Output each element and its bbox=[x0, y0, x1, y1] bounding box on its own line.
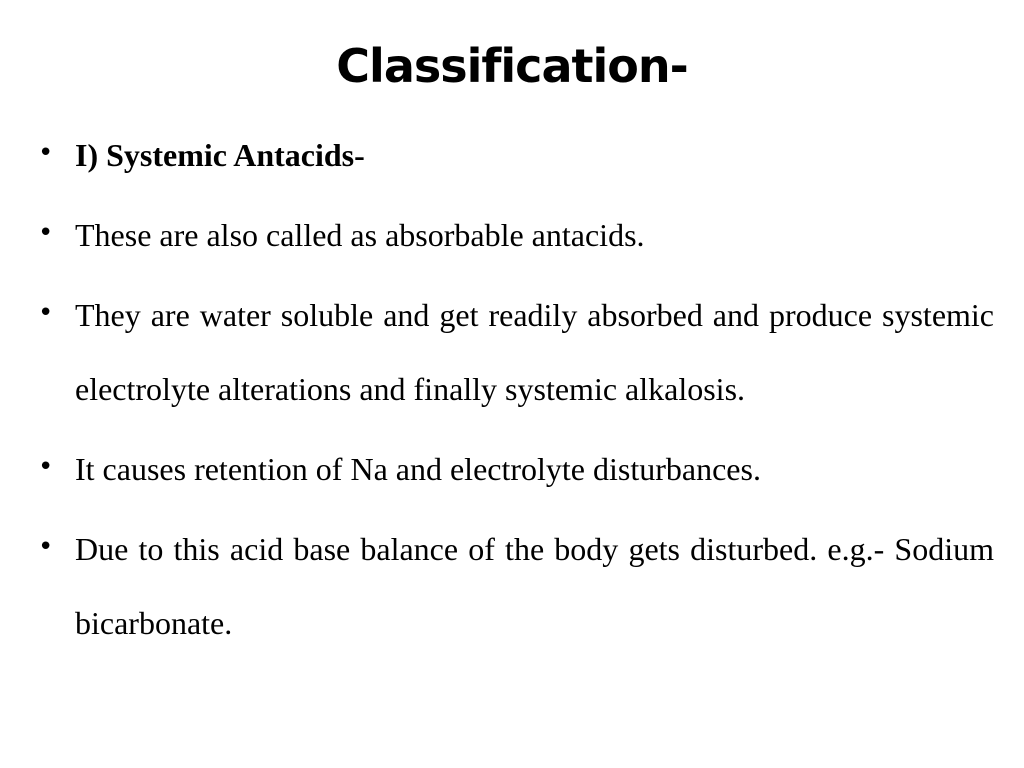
bullet-dot-icon: • bbox=[38, 452, 54, 482]
slide-title: Classification- bbox=[336, 39, 688, 93]
bullet-dot-icon: • bbox=[38, 138, 54, 168]
bullet-list bbox=[0, 118, 1024, 666]
bullet-item-sodium-retention bbox=[0, 432, 1024, 506]
bullet-dot-icon: • bbox=[38, 298, 54, 328]
bullet-item-absorbable bbox=[0, 198, 1024, 272]
bullet-dot-icon: • bbox=[38, 532, 54, 562]
bullet-text: They are water soluble and get readily absorbed and produce systemic electrolyte alterations and finally systemic alkalosis. bbox=[75, 297, 994, 407]
bullet-text: These are also called as absorbable antacids. bbox=[75, 217, 645, 253]
bullet-text: Due to this acid base balance of the body gets disturbed. e.g.- Sodium bicarbonate. bbox=[75, 531, 994, 641]
bullet-item-systemic-antacids bbox=[0, 118, 1024, 192]
bullet-text: I) Systemic Antacids- bbox=[75, 137, 365, 173]
bullet-item-water-soluble bbox=[0, 278, 1024, 426]
bullet-text: It causes retention of Na and electrolyte disturbances. bbox=[75, 451, 761, 487]
bullet-dot-icon: • bbox=[38, 218, 54, 248]
bullet-item-acid-base bbox=[0, 512, 1024, 660]
